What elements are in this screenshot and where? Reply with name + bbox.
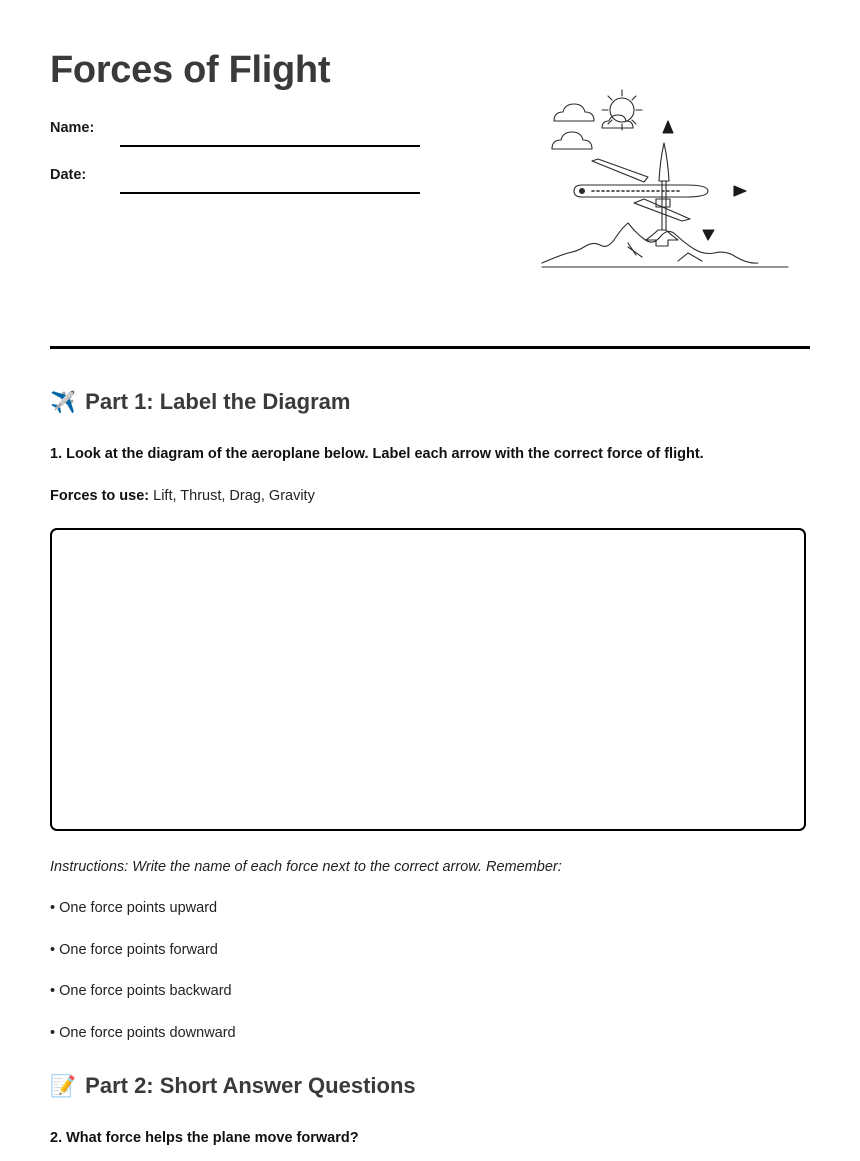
forces-to-use-label: Forces to use: (50, 488, 150, 504)
question-2-text: 2. What force helps the plane move forward? (50, 1130, 359, 1146)
page-title: Forces of Flight (50, 49, 331, 91)
part1-heading-label: Part 1: Label the Diagram (85, 389, 351, 414)
name-field-label: Name: (50, 120, 95, 136)
part1-heading (50, 389, 350, 415)
part2-heading (50, 1073, 416, 1099)
airplane-scene-illustration (540, 85, 800, 285)
name-field-input-line[interactable] (120, 145, 420, 147)
date-field-label: Date: (50, 167, 87, 183)
memo-icon: 📝 (50, 1074, 77, 1098)
list-item: • One force points backward (50, 983, 232, 999)
question-1-text: 1. Look at the diagram of the aeroplane below. Label each arrow with the correct force of flight. (50, 446, 704, 462)
labeling-instructions: Instructions: Write the name of each force next to the correct arrow. Remember: (50, 859, 562, 875)
list-item: • One force points downward (50, 1025, 236, 1041)
airplane-icon: ✈️ (50, 390, 77, 414)
forces-to-use-value: Lift, Thrust, Drag, Gravity (153, 488, 315, 504)
part2-heading-label: Part 2: Short Answer Questions (85, 1073, 416, 1098)
forces-to-use-line (50, 488, 315, 504)
section-divider (50, 346, 810, 349)
list-item: • One force points upward (50, 900, 218, 916)
list-item: • One force points forward (50, 942, 218, 958)
label-diagram-answer-box[interactable] (50, 528, 806, 831)
date-field-input-line[interactable] (120, 192, 420, 194)
